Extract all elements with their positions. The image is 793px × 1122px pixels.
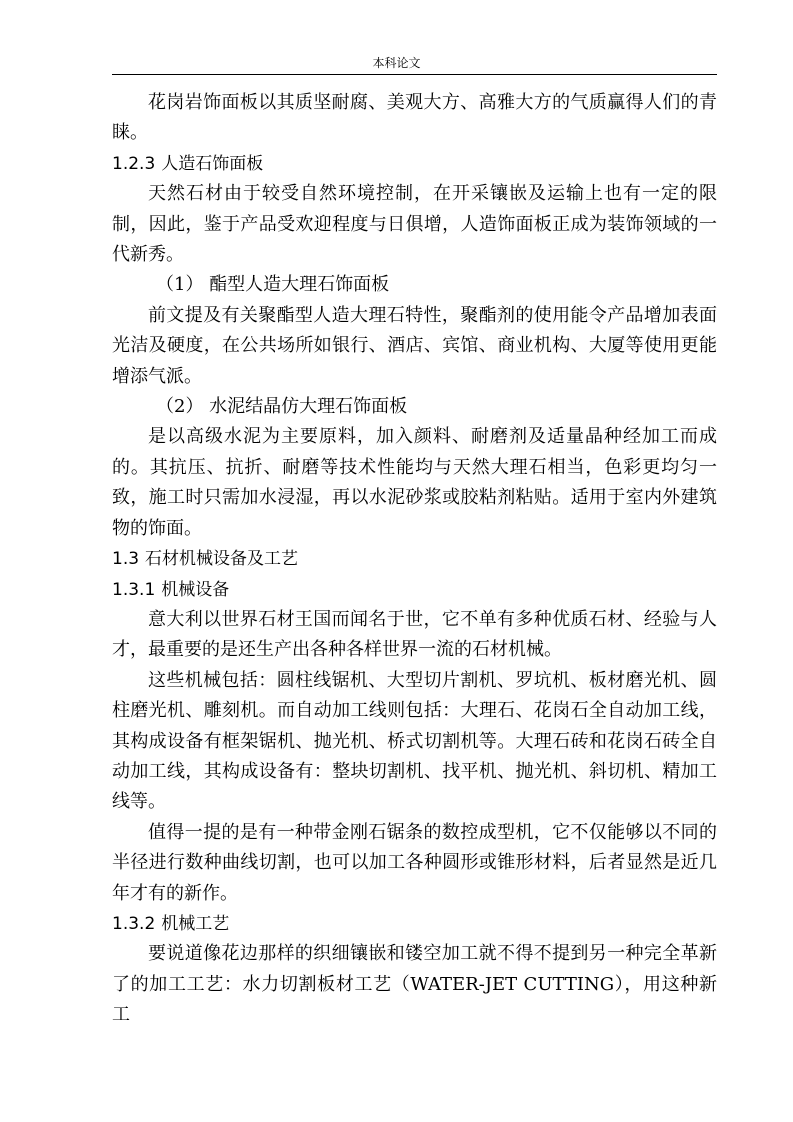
chapter-heading bbox=[112, 544, 717, 574]
paragraph: 前文提及有关聚酯型人造大理石特性，聚酯剂的使用能令产品增加表面光洁及硬度，在公共场所如银行、酒店、宾馆、商业机构、大厦等使用更能增添气派。 bbox=[112, 304, 717, 387]
section-title: 机械工艺 bbox=[161, 913, 230, 934]
section-heading bbox=[112, 575, 717, 605]
section-number: 1.3 bbox=[112, 549, 140, 570]
header-divider bbox=[112, 74, 717, 75]
section-title: 人造石饰面板 bbox=[161, 153, 264, 174]
section-heading bbox=[112, 149, 717, 179]
subsection-heading: （2） 水泥结晶仿大理石饰面板 bbox=[156, 396, 408, 418]
page-header: 本科论文 bbox=[372, 56, 421, 70]
section-number: 1.3.1 bbox=[112, 579, 156, 600]
paragraph: 是以高级水泥为主要原料，加入颜料、耐磨剂及适量晶种经加工而成的。其抗压、抗折、耐磨等技术性能均与天然大理石相当，色彩更均匀一致，施工时只需加水浸湿，再以水泥砂浆或胶粘剂粘贴。适用于室内外建筑物的饰面。 bbox=[112, 426, 717, 539]
section-heading bbox=[112, 909, 717, 939]
paragraph: 花岗岩饰面板以其质坚耐腐、美观大方、高雅大方的气质赢得人们的青睐。 bbox=[112, 92, 717, 144]
paragraph: 值得一提的是有一种带金刚石锯条的数控成型机，它不仅能够以不同的半径进行数种曲线切割，也可以加工各种圆形或锥形材料，后者显然是近几年才有的新作。 bbox=[112, 821, 717, 904]
section-title: 机械设备 bbox=[161, 579, 230, 600]
section-number: 1.3.2 bbox=[112, 913, 156, 934]
paragraph: 这些机械包括：圆柱线锯机、大型切片割机、罗坑机、板材磨光机、圆柱磨光机、雕刻机。而自动加工线则包括：大理石、花岗石全自动加工线，其构成设备有框架锯机、抛光机、桥式切割机等。大理石砖和花岗石砖全自动加工线，其构成设备有：整块切割机、找平机、抛光机、斜切机、精加工线等。 bbox=[112, 669, 717, 813]
subsection-heading: （1） 酯型人造大理石饰面板 bbox=[156, 274, 390, 296]
paragraph: 意大利以世界石材王国而闻名于世，它不单有多种优质石材、经验与人才，最重要的是还生产出各种各样世界一流的石材机械。 bbox=[112, 608, 717, 661]
section-title: 石材机械设备及工艺 bbox=[145, 549, 299, 570]
section-number: 1.2.3 bbox=[112, 153, 156, 174]
paragraph: 天然石材由于较受自然环境控制，在开采镶嵌及运输上也有一定的限制，因此，鉴于产品受欢迎程度与日俱增，人造饰面板正成为装饰领域的一代新秀。 bbox=[112, 183, 717, 266]
page-body bbox=[112, 88, 717, 1031]
paragraph: 要说道像花边那样的织细镶嵌和镂空加工就不得不提到另一种完全革新了的加工工艺：水力切割板材工艺（WATER-JET CUTTING），用这种新工 bbox=[112, 943, 717, 1026]
